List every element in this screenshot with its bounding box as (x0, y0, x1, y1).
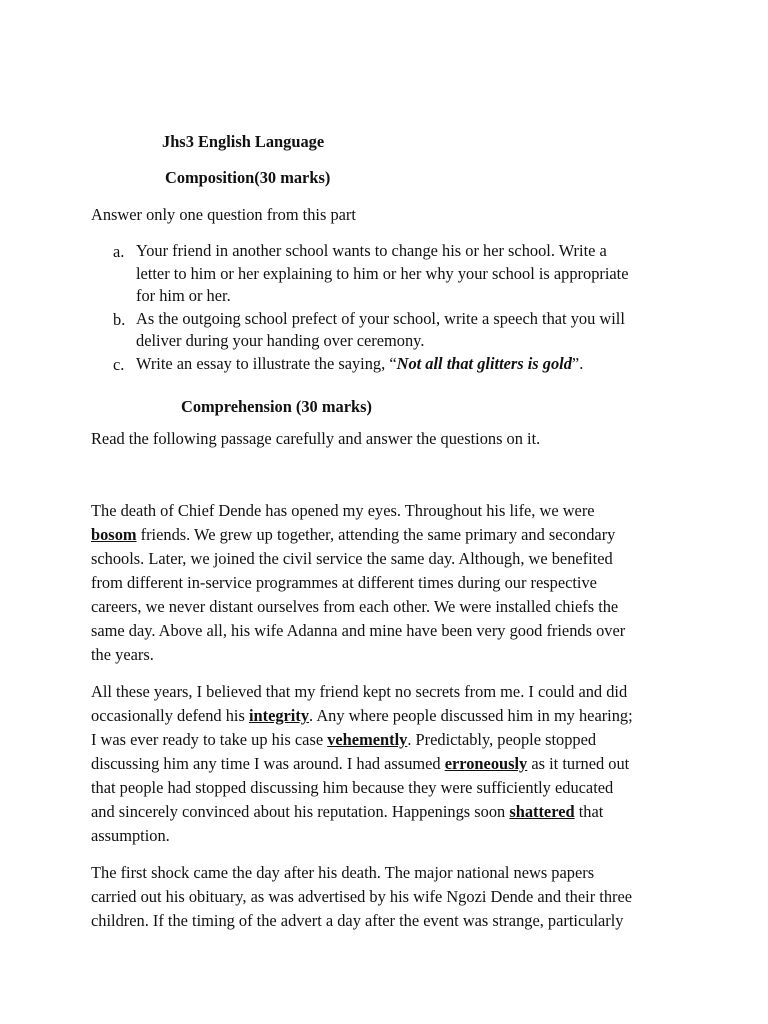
vocab-word: bosom (91, 525, 137, 544)
question-a (91, 240, 691, 308)
passage-line (91, 800, 691, 824)
question-line: for him or her. (136, 286, 231, 305)
passage-line: assumption. (91, 826, 170, 845)
question-line: Your friend in another school wants to change his or her school. Write a (136, 241, 607, 260)
question-b (91, 308, 691, 353)
passage-text: and sincerely convinced about his reputation. Happenings soon (91, 802, 510, 821)
question-line: letter to him or her explaining to him or her why your school is appropriate (136, 263, 629, 283)
question-suffix: ”. (571, 353, 584, 373)
composition-question-list (91, 240, 691, 375)
passage-line (91, 728, 691, 752)
passage-line: that people had stopped discussing him because they were sufficiently educated (91, 778, 614, 797)
composition-heading: Composition(30 marks) (165, 168, 331, 187)
passage-line: schools. Later, we joined the civil service the same day. Although, we benefited (91, 549, 613, 568)
passage-paragraph-2 (91, 680, 691, 848)
passage-line: All these years, I believed that my friend kept no secrets from me. I could and did (91, 682, 628, 701)
comprehension-heading: Comprehension (30 marks) (181, 397, 372, 416)
vocab-word: vehemently (327, 730, 408, 749)
question-line (136, 353, 691, 376)
exam-title: Jhs3 English Language (162, 132, 325, 151)
vocab-word: shattered (509, 802, 575, 821)
saying-emphasis: Not all that glitters is gold (396, 353, 572, 373)
passage-text: I was ever ready to take up his case (91, 730, 328, 749)
question-marker: c. (113, 354, 125, 374)
passage-text: friends. We grew up together, attending the same primary and secondary (136, 525, 616, 544)
passage-line: the years. (91, 645, 154, 664)
passage-text: discussing him any time I was around. I had assumed (91, 754, 445, 773)
passage-line: same day. Above all, his wife Adanna and mine have been very good friends over (91, 621, 626, 640)
question-prefix: Write an essay to illustrate the saying, “ (136, 353, 397, 373)
composition-instruction: Answer only one question from this part (91, 205, 356, 224)
passage-text: as it turned out (527, 754, 630, 773)
passage-paragraph-1 (91, 499, 691, 667)
vocab-word: erroneously (444, 754, 528, 773)
passage-line (91, 752, 691, 776)
passage-line: children. If the timing of the advert a day after the event was strange, particularly (91, 911, 624, 930)
passage-line (91, 704, 691, 728)
passage-line: The first shock came the day after his death. The major national news papers (91, 863, 595, 882)
passage-line: careers, we never distant ourselves from each other. We were installed chiefs the (91, 597, 619, 616)
passage-line (91, 523, 691, 547)
passage-text: occasionally defend his (91, 706, 249, 725)
passage-line: from different in-service programmes at different times during our respective (91, 573, 597, 592)
passage-line: The death of Chief Dende has opened my eyes. Throughout his life, we were (91, 501, 595, 520)
passage-text: that (574, 802, 604, 821)
comprehension-instruction: Read the following passage carefully and answer the questions on it. (91, 429, 541, 448)
passage-line: carried out his obituary, as was advertised by his wife Ngozi Dende and their three (91, 887, 633, 906)
passage-text: . Predictably, people stopped (407, 730, 597, 749)
question-marker: b. (113, 309, 126, 329)
vocab-word: integrity (248, 706, 310, 725)
passage-text: . Any where people discussed him in my hearing; (309, 706, 633, 725)
question-line: As the outgoing school prefect of your school, write a speech that you will (136, 308, 625, 328)
question-line: deliver during your handing over ceremony. (136, 331, 425, 350)
question-marker: a. (113, 242, 125, 261)
passage-paragraph-3 (91, 861, 691, 933)
question-c (91, 353, 691, 376)
